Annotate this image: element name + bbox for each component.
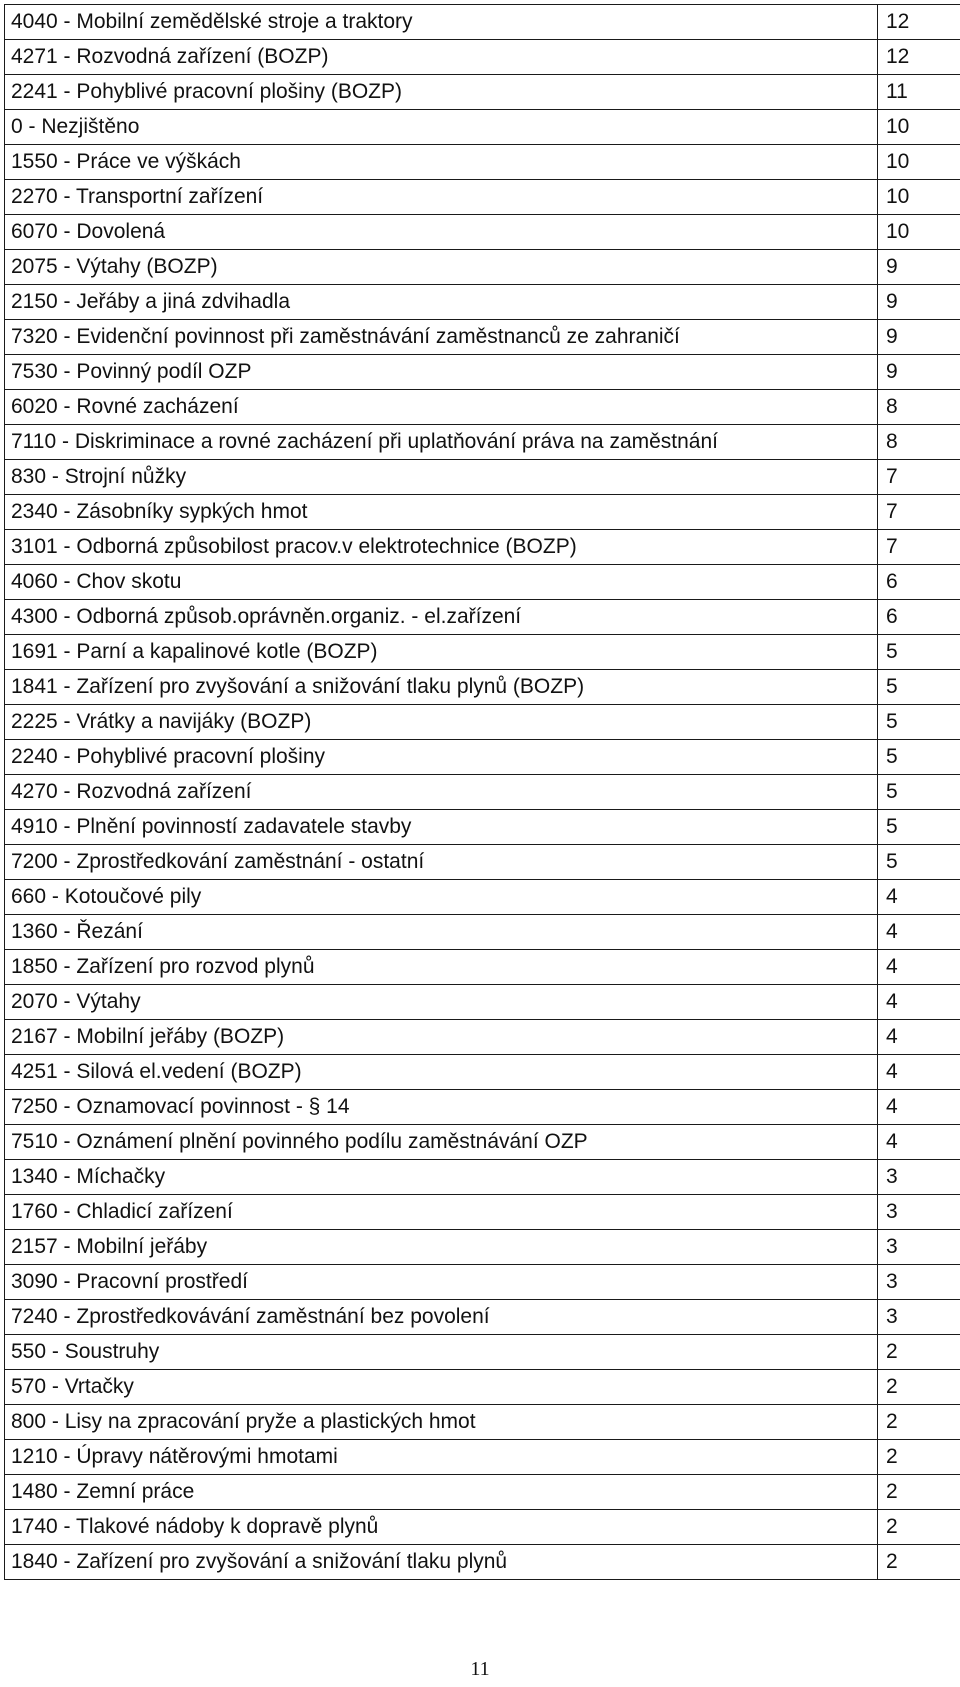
row-label: 800 - Lisy na zpracování pryže a plastických hmot (5, 1405, 878, 1440)
row-count: 8 (878, 425, 960, 460)
row-label: 7200 - Zprostředkování zaměstnání - ostatní (5, 845, 878, 880)
row-count: 3 (878, 1265, 960, 1300)
inspection-topics-table (4, 4, 960, 1580)
row-label: 1740 - Tlakové nádoby k dopravě plynů (5, 1510, 878, 1545)
row-label: 3101 - Odborná způsobilost pracov.v elektrotechnice (BOZP) (5, 530, 878, 565)
row-label: 4910 - Plnění povinností zadavatele stavby (5, 810, 878, 845)
page-number: 11 (470, 1658, 490, 1680)
row-label: 550 - Soustruhy (5, 1335, 878, 1370)
row-count: 9 (878, 320, 960, 355)
row-label: 2157 - Mobilní jeřáby (5, 1230, 878, 1265)
table-row (5, 1125, 960, 1160)
table-row (5, 285, 960, 320)
row-count: 4 (878, 985, 960, 1020)
row-count: 9 (878, 285, 960, 320)
row-label: 1340 - Míchačky (5, 1160, 878, 1195)
table-row (5, 250, 960, 285)
table-row (5, 75, 960, 110)
table-row (5, 810, 960, 845)
table-row (5, 1230, 960, 1265)
row-count: 7 (878, 495, 960, 530)
table-row (5, 600, 960, 635)
row-label: 830 - Strojní nůžky (5, 460, 878, 495)
row-label: 6020 - Rovné zacházení (5, 390, 878, 425)
row-count: 2 (878, 1335, 960, 1370)
row-count: 10 (878, 215, 960, 250)
row-label: 4271 - Rozvodná zařízení (BOZP) (5, 40, 878, 75)
table-row (5, 670, 960, 705)
row-count: 5 (878, 705, 960, 740)
row-count: 10 (878, 180, 960, 215)
row-label: 7240 - Zprostředkovávání zaměstnání bez povolení (5, 1300, 878, 1335)
row-label: 2225 - Vrátky a navijáky (BOZP) (5, 705, 878, 740)
table-row (5, 1055, 960, 1090)
row-count: 11 (878, 75, 960, 110)
table-row (5, 915, 960, 950)
row-label: 4300 - Odborná způsob.oprávněn.organiz. - el.zařízení (5, 600, 878, 635)
row-label: 1691 - Parní a kapalinové kotle (BOZP) (5, 635, 878, 670)
row-label: 7320 - Evidenční povinnost při zaměstnávání zaměstnanců ze zahraničí (5, 320, 878, 355)
table-row (5, 705, 960, 740)
row-label: 2240 - Pohyblivé pracovní plošiny (5, 740, 878, 775)
row-label: 2075 - Výtahy (BOZP) (5, 250, 878, 285)
row-count: 4 (878, 950, 960, 985)
row-count: 12 (878, 40, 960, 75)
row-label: 4060 - Chov skotu (5, 565, 878, 600)
row-count: 6 (878, 600, 960, 635)
row-label: 4270 - Rozvodná zařízení (5, 775, 878, 810)
table-row (5, 1335, 960, 1370)
row-label: 0 - Nezjištěno (5, 110, 878, 145)
table-row (5, 5, 960, 40)
table-row (5, 1265, 960, 1300)
row-count: 3 (878, 1195, 960, 1230)
table-row (5, 880, 960, 915)
row-label: 7530 - Povinný podíl OZP (5, 355, 878, 390)
row-label: 3090 - Pracovní prostředí (5, 1265, 878, 1300)
row-label: 1480 - Zemní práce (5, 1475, 878, 1510)
row-label: 1360 - Řezání (5, 915, 878, 950)
table-row (5, 1020, 960, 1055)
table-row (5, 1195, 960, 1230)
row-count: 9 (878, 250, 960, 285)
row-count: 2 (878, 1440, 960, 1475)
row-label: 1850 - Zařízení pro rozvod plynů (5, 950, 878, 985)
row-count: 5 (878, 635, 960, 670)
row-count: 5 (878, 775, 960, 810)
table-row (5, 1545, 960, 1580)
row-label: 570 - Vrtačky (5, 1370, 878, 1405)
table-row (5, 495, 960, 530)
table-row (5, 145, 960, 180)
table-row (5, 530, 960, 565)
row-label: 660 - Kotoučové pily (5, 880, 878, 915)
table-row (5, 1510, 960, 1545)
table-row (5, 460, 960, 495)
row-count: 2 (878, 1475, 960, 1510)
row-count: 6 (878, 565, 960, 600)
table-row (5, 40, 960, 75)
row-label: 1760 - Chladicí zařízení (5, 1195, 878, 1230)
table-row (5, 1160, 960, 1195)
row-count: 4 (878, 915, 960, 950)
row-label: 2167 - Mobilní jeřáby (BOZP) (5, 1020, 878, 1055)
row-count: 7 (878, 460, 960, 495)
table-row (5, 1370, 960, 1405)
row-count: 12 (878, 5, 960, 40)
table-row (5, 215, 960, 250)
table-row (5, 1405, 960, 1440)
table-row (5, 565, 960, 600)
table-row (5, 985, 960, 1020)
row-count: 4 (878, 1090, 960, 1125)
table-row (5, 635, 960, 670)
row-count: 9 (878, 355, 960, 390)
table-row (5, 740, 960, 775)
row-count: 4 (878, 1125, 960, 1160)
table-row (5, 355, 960, 390)
row-label: 4251 - Silová el.vedení (BOZP) (5, 1055, 878, 1090)
table-row (5, 845, 960, 880)
table-row (5, 320, 960, 355)
row-count: 5 (878, 670, 960, 705)
row-label: 2070 - Výtahy (5, 985, 878, 1020)
row-label: 1550 - Práce ve výškách (5, 145, 878, 180)
row-count: 3 (878, 1230, 960, 1265)
row-count: 4 (878, 1020, 960, 1055)
row-count: 10 (878, 110, 960, 145)
row-count: 5 (878, 810, 960, 845)
row-label: 7510 - Oznámení plnění povinného podílu zaměstnávání OZP (5, 1125, 878, 1160)
row-label: 2270 - Transportní zařízení (5, 180, 878, 215)
row-count: 5 (878, 740, 960, 775)
row-label: 1841 - Zařízení pro zvyšování a snižování tlaku plynů (BOZP) (5, 670, 878, 705)
table-row (5, 1475, 960, 1510)
row-label: 6070 - Dovolená (5, 215, 878, 250)
table-row (5, 180, 960, 215)
table-row (5, 950, 960, 985)
table-row (5, 390, 960, 425)
table-row (5, 1440, 960, 1475)
row-count: 8 (878, 390, 960, 425)
row-label: 4040 - Mobilní zemědělské stroje a traktory (5, 5, 878, 40)
row-count: 2 (878, 1510, 960, 1545)
row-count: 4 (878, 1055, 960, 1090)
row-label: 2241 - Pohyblivé pracovní plošiny (BOZP) (5, 75, 878, 110)
row-count: 2 (878, 1370, 960, 1405)
table-row (5, 775, 960, 810)
row-label: 7250 - Oznamovací povinnost - § 14 (5, 1090, 878, 1125)
row-count: 5 (878, 845, 960, 880)
table-row (5, 1090, 960, 1125)
table-row (5, 425, 960, 460)
row-count: 3 (878, 1160, 960, 1195)
table-body (5, 5, 960, 1580)
table-row (5, 110, 960, 145)
row-count: 7 (878, 530, 960, 565)
row-label: 2150 - Jeřáby a jiná zdvihadla (5, 285, 878, 320)
row-count: 2 (878, 1405, 960, 1440)
row-label: 1210 - Úpravy nátěrovými hmotami (5, 1440, 878, 1475)
row-label: 7110 - Diskriminace a rovné zacházení při uplatňování práva na zaměstnání (5, 425, 878, 460)
row-count: 3 (878, 1300, 960, 1335)
row-count: 2 (878, 1545, 960, 1580)
row-count: 4 (878, 880, 960, 915)
table-row (5, 1300, 960, 1335)
row-label: 2340 - Zásobníky sypkých hmot (5, 495, 878, 530)
row-label: 1840 - Zařízení pro zvyšování a snižování tlaku plynů (5, 1545, 878, 1580)
row-count: 10 (878, 145, 960, 180)
